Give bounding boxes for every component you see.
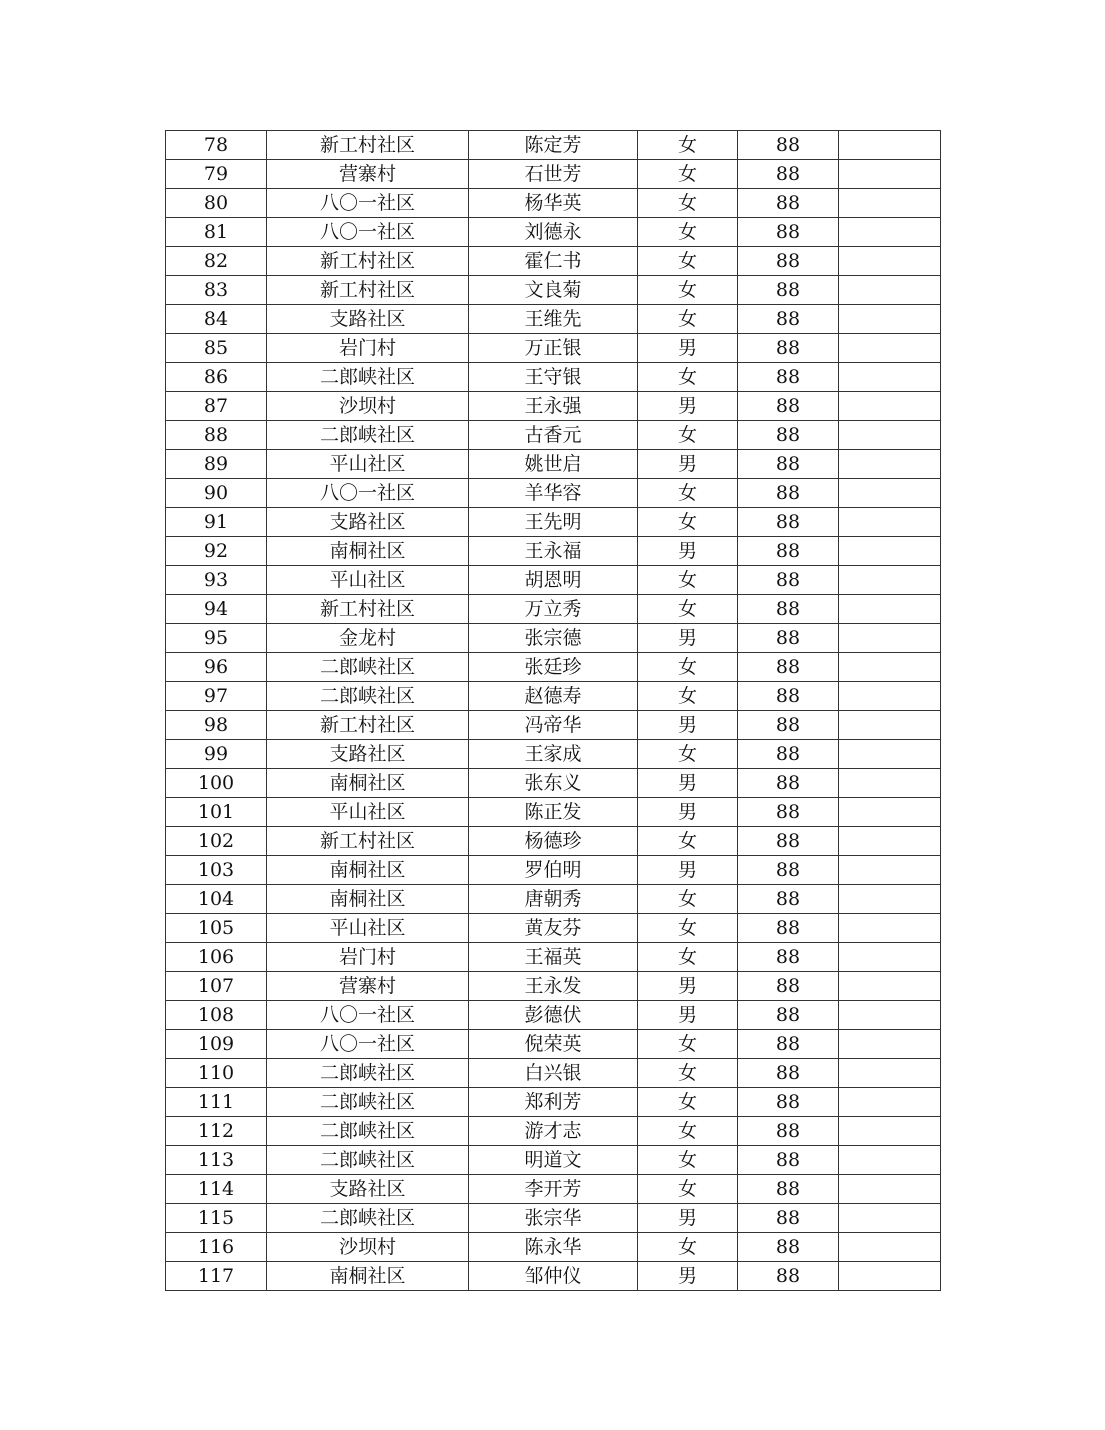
person-name-cell: 王永强 xyxy=(469,392,638,421)
gender-cell: 女 xyxy=(638,1117,738,1146)
age-cell: 88 xyxy=(738,972,839,1001)
age-cell: 88 xyxy=(738,479,839,508)
person-name-cell: 赵德寿 xyxy=(469,682,638,711)
gender-cell: 女 xyxy=(638,1088,738,1117)
age-cell: 88 xyxy=(738,885,839,914)
person-name-cell: 罗伯明 xyxy=(469,856,638,885)
table-row xyxy=(166,247,941,276)
table-row xyxy=(166,943,941,972)
person-name-cell: 王先明 xyxy=(469,508,638,537)
person-name-cell: 石世芳 xyxy=(469,160,638,189)
gender-cell: 女 xyxy=(638,479,738,508)
person-name-cell: 陈定芳 xyxy=(469,131,638,160)
age-cell: 88 xyxy=(738,508,839,537)
community-cell: 支路社区 xyxy=(267,740,469,769)
community-cell: 二郎峡社区 xyxy=(267,653,469,682)
table-row xyxy=(166,1059,941,1088)
age-cell: 88 xyxy=(738,537,839,566)
person-name-cell: 冯帝华 xyxy=(469,711,638,740)
row-number-cell: 82 xyxy=(166,247,267,276)
note-cell xyxy=(839,711,941,740)
row-number-cell: 96 xyxy=(166,653,267,682)
gender-cell: 女 xyxy=(638,885,738,914)
person-name-cell: 黄友芬 xyxy=(469,914,638,943)
community-cell: 八〇一社区 xyxy=(267,218,469,247)
age-cell: 88 xyxy=(738,943,839,972)
age-cell: 88 xyxy=(738,305,839,334)
row-number-cell: 117 xyxy=(166,1262,267,1291)
note-cell xyxy=(839,392,941,421)
community-cell: 南桐社区 xyxy=(267,856,469,885)
gender-cell: 女 xyxy=(638,276,738,305)
community-cell: 平山社区 xyxy=(267,914,469,943)
person-name-cell: 霍仁书 xyxy=(469,247,638,276)
table-row xyxy=(166,1001,941,1030)
gender-cell: 男 xyxy=(638,856,738,885)
community-cell: 南桐社区 xyxy=(267,885,469,914)
age-cell: 88 xyxy=(738,218,839,247)
note-cell xyxy=(839,247,941,276)
row-number-cell: 110 xyxy=(166,1059,267,1088)
gender-cell: 女 xyxy=(638,160,738,189)
age-cell: 88 xyxy=(738,160,839,189)
gender-cell: 女 xyxy=(638,1146,738,1175)
row-number-cell: 88 xyxy=(166,421,267,450)
community-cell: 新工村社区 xyxy=(267,595,469,624)
table-row xyxy=(166,1233,941,1262)
age-cell: 88 xyxy=(738,363,839,392)
table-row xyxy=(166,711,941,740)
table-row xyxy=(166,508,941,537)
community-cell: 二郎峡社区 xyxy=(267,1088,469,1117)
row-number-cell: 94 xyxy=(166,595,267,624)
table-row xyxy=(166,305,941,334)
row-number-cell: 116 xyxy=(166,1233,267,1262)
row-number-cell: 105 xyxy=(166,914,267,943)
gender-cell: 女 xyxy=(638,914,738,943)
note-cell xyxy=(839,624,941,653)
row-number-cell: 103 xyxy=(166,856,267,885)
gender-cell: 男 xyxy=(638,769,738,798)
roster-body xyxy=(166,131,941,1291)
note-cell xyxy=(839,189,941,218)
table-row xyxy=(166,218,941,247)
table-row xyxy=(166,1030,941,1059)
row-number-cell: 81 xyxy=(166,218,267,247)
note-cell xyxy=(839,595,941,624)
community-cell: 岩门村 xyxy=(267,334,469,363)
gender-cell: 女 xyxy=(638,653,738,682)
gender-cell: 女 xyxy=(638,1059,738,1088)
row-number-cell: 80 xyxy=(166,189,267,218)
age-cell: 88 xyxy=(738,827,839,856)
table-row xyxy=(166,566,941,595)
note-cell xyxy=(839,914,941,943)
roster-table xyxy=(165,130,941,1291)
community-cell: 沙坝村 xyxy=(267,1233,469,1262)
community-cell: 新工村社区 xyxy=(267,247,469,276)
row-number-cell: 98 xyxy=(166,711,267,740)
community-cell: 平山社区 xyxy=(267,450,469,479)
age-cell: 88 xyxy=(738,247,839,276)
row-number-cell: 108 xyxy=(166,1001,267,1030)
note-cell xyxy=(839,740,941,769)
note-cell xyxy=(839,653,941,682)
table-row xyxy=(166,827,941,856)
table-row xyxy=(166,450,941,479)
gender-cell: 女 xyxy=(638,595,738,624)
row-number-cell: 99 xyxy=(166,740,267,769)
note-cell xyxy=(839,218,941,247)
row-number-cell: 112 xyxy=(166,1117,267,1146)
row-number-cell: 115 xyxy=(166,1204,267,1233)
note-cell xyxy=(839,943,941,972)
person-name-cell: 彭德伏 xyxy=(469,1001,638,1030)
gender-cell: 女 xyxy=(638,682,738,711)
row-number-cell: 100 xyxy=(166,769,267,798)
row-number-cell: 101 xyxy=(166,798,267,827)
note-cell xyxy=(839,798,941,827)
gender-cell: 男 xyxy=(638,624,738,653)
table-row xyxy=(166,856,941,885)
person-name-cell: 王家成 xyxy=(469,740,638,769)
gender-cell: 女 xyxy=(638,566,738,595)
community-cell: 二郎峡社区 xyxy=(267,682,469,711)
note-cell xyxy=(839,1059,941,1088)
age-cell: 88 xyxy=(738,392,839,421)
table-row xyxy=(166,392,941,421)
row-number-cell: 102 xyxy=(166,827,267,856)
community-cell: 八〇一社区 xyxy=(267,1001,469,1030)
note-cell xyxy=(839,450,941,479)
note-cell xyxy=(839,769,941,798)
table-row xyxy=(166,885,941,914)
person-name-cell: 杨德珍 xyxy=(469,827,638,856)
table-row xyxy=(166,624,941,653)
community-cell: 二郎峡社区 xyxy=(267,1146,469,1175)
gender-cell: 男 xyxy=(638,1204,738,1233)
gender-cell: 男 xyxy=(638,972,738,1001)
person-name-cell: 王永福 xyxy=(469,537,638,566)
row-number-cell: 78 xyxy=(166,131,267,160)
person-name-cell: 王维先 xyxy=(469,305,638,334)
row-number-cell: 107 xyxy=(166,972,267,1001)
community-cell: 营寨村 xyxy=(267,160,469,189)
community-cell: 支路社区 xyxy=(267,1175,469,1204)
row-number-cell: 114 xyxy=(166,1175,267,1204)
age-cell: 88 xyxy=(738,566,839,595)
community-cell: 支路社区 xyxy=(267,305,469,334)
row-number-cell: 85 xyxy=(166,334,267,363)
note-cell xyxy=(839,856,941,885)
note-cell xyxy=(839,682,941,711)
age-cell: 88 xyxy=(738,1262,839,1291)
community-cell: 二郎峡社区 xyxy=(267,1117,469,1146)
person-name-cell: 游才志 xyxy=(469,1117,638,1146)
person-name-cell: 文良菊 xyxy=(469,276,638,305)
person-name-cell: 王守银 xyxy=(469,363,638,392)
age-cell: 88 xyxy=(738,769,839,798)
community-cell: 支路社区 xyxy=(267,508,469,537)
table-row xyxy=(166,334,941,363)
note-cell xyxy=(839,1117,941,1146)
row-number-cell: 87 xyxy=(166,392,267,421)
age-cell: 88 xyxy=(738,450,839,479)
note-cell xyxy=(839,1262,941,1291)
community-cell: 八〇一社区 xyxy=(267,1030,469,1059)
age-cell: 88 xyxy=(738,1030,839,1059)
note-cell xyxy=(839,305,941,334)
community-cell: 新工村社区 xyxy=(267,276,469,305)
table-row xyxy=(166,1146,941,1175)
gender-cell: 女 xyxy=(638,305,738,334)
person-name-cell: 唐朝秀 xyxy=(469,885,638,914)
gender-cell: 女 xyxy=(638,247,738,276)
table-row xyxy=(166,914,941,943)
table-row xyxy=(166,537,941,566)
note-cell xyxy=(839,1204,941,1233)
age-cell: 88 xyxy=(738,1001,839,1030)
person-name-cell: 王福英 xyxy=(469,943,638,972)
gender-cell: 男 xyxy=(638,537,738,566)
row-number-cell: 113 xyxy=(166,1146,267,1175)
age-cell: 88 xyxy=(738,1204,839,1233)
person-name-cell: 古香元 xyxy=(469,421,638,450)
gender-cell: 女 xyxy=(638,943,738,972)
gender-cell: 男 xyxy=(638,392,738,421)
table-row xyxy=(166,1117,941,1146)
gender-cell: 女 xyxy=(638,1030,738,1059)
table-row xyxy=(166,1204,941,1233)
age-cell: 88 xyxy=(738,421,839,450)
note-cell xyxy=(839,972,941,1001)
gender-cell: 男 xyxy=(638,711,738,740)
community-cell: 营寨村 xyxy=(267,972,469,1001)
note-cell xyxy=(839,160,941,189)
table-row xyxy=(166,421,941,450)
note-cell xyxy=(839,1233,941,1262)
gender-cell: 女 xyxy=(638,827,738,856)
note-cell xyxy=(839,334,941,363)
note-cell xyxy=(839,479,941,508)
person-name-cell: 陈永华 xyxy=(469,1233,638,1262)
person-name-cell: 邹仲仪 xyxy=(469,1262,638,1291)
person-name-cell: 张宗华 xyxy=(469,1204,638,1233)
gender-cell: 女 xyxy=(638,131,738,160)
table-row xyxy=(166,769,941,798)
table-row xyxy=(166,653,941,682)
community-cell: 南桐社区 xyxy=(267,1262,469,1291)
gender-cell: 女 xyxy=(638,189,738,218)
person-name-cell: 张东义 xyxy=(469,769,638,798)
community-cell: 新工村社区 xyxy=(267,711,469,740)
gender-cell: 男 xyxy=(638,1001,738,1030)
community-cell: 新工村社区 xyxy=(267,131,469,160)
community-cell: 南桐社区 xyxy=(267,769,469,798)
row-number-cell: 97 xyxy=(166,682,267,711)
age-cell: 88 xyxy=(738,624,839,653)
row-number-cell: 95 xyxy=(166,624,267,653)
community-cell: 岩门村 xyxy=(267,943,469,972)
community-cell: 八〇一社区 xyxy=(267,479,469,508)
gender-cell: 男 xyxy=(638,1262,738,1291)
note-cell xyxy=(839,421,941,450)
age-cell: 88 xyxy=(738,1233,839,1262)
row-number-cell: 86 xyxy=(166,363,267,392)
age-cell: 88 xyxy=(738,798,839,827)
person-name-cell: 明道文 xyxy=(469,1146,638,1175)
table-row xyxy=(166,1262,941,1291)
community-cell: 南桐社区 xyxy=(267,537,469,566)
table-row xyxy=(166,1175,941,1204)
row-number-cell: 109 xyxy=(166,1030,267,1059)
community-cell: 八〇一社区 xyxy=(267,189,469,218)
community-cell: 二郎峡社区 xyxy=(267,1204,469,1233)
row-number-cell: 83 xyxy=(166,276,267,305)
person-name-cell: 羊华容 xyxy=(469,479,638,508)
table-row xyxy=(166,740,941,769)
gender-cell: 男 xyxy=(638,798,738,827)
age-cell: 88 xyxy=(738,914,839,943)
table-row xyxy=(166,595,941,624)
age-cell: 88 xyxy=(738,711,839,740)
row-number-cell: 111 xyxy=(166,1088,267,1117)
gender-cell: 男 xyxy=(638,450,738,479)
person-name-cell: 白兴银 xyxy=(469,1059,638,1088)
person-name-cell: 万正银 xyxy=(469,334,638,363)
note-cell xyxy=(839,276,941,305)
person-name-cell: 张廷珍 xyxy=(469,653,638,682)
note-cell xyxy=(839,1146,941,1175)
note-cell xyxy=(839,508,941,537)
age-cell: 88 xyxy=(738,1117,839,1146)
person-name-cell: 刘德永 xyxy=(469,218,638,247)
person-name-cell: 万立秀 xyxy=(469,595,638,624)
note-cell xyxy=(839,885,941,914)
community-cell: 平山社区 xyxy=(267,798,469,827)
table-row xyxy=(166,1088,941,1117)
gender-cell: 女 xyxy=(638,363,738,392)
person-name-cell: 张宗德 xyxy=(469,624,638,653)
age-cell: 88 xyxy=(738,653,839,682)
person-name-cell: 陈正发 xyxy=(469,798,638,827)
table-row xyxy=(166,479,941,508)
row-number-cell: 89 xyxy=(166,450,267,479)
table-row xyxy=(166,798,941,827)
table-row xyxy=(166,276,941,305)
community-cell: 沙坝村 xyxy=(267,392,469,421)
gender-cell: 女 xyxy=(638,508,738,537)
row-number-cell: 79 xyxy=(166,160,267,189)
age-cell: 88 xyxy=(738,1175,839,1204)
gender-cell: 女 xyxy=(638,1175,738,1204)
gender-cell: 女 xyxy=(638,740,738,769)
person-name-cell: 郑利芳 xyxy=(469,1088,638,1117)
row-number-cell: 104 xyxy=(166,885,267,914)
note-cell xyxy=(839,566,941,595)
community-cell: 金龙村 xyxy=(267,624,469,653)
age-cell: 88 xyxy=(738,682,839,711)
row-number-cell: 84 xyxy=(166,305,267,334)
community-cell: 二郎峡社区 xyxy=(267,363,469,392)
age-cell: 88 xyxy=(738,1146,839,1175)
age-cell: 88 xyxy=(738,189,839,218)
row-number-cell: 91 xyxy=(166,508,267,537)
row-number-cell: 93 xyxy=(166,566,267,595)
community-cell: 平山社区 xyxy=(267,566,469,595)
age-cell: 88 xyxy=(738,740,839,769)
person-name-cell: 李开芳 xyxy=(469,1175,638,1204)
gender-cell: 女 xyxy=(638,218,738,247)
note-cell xyxy=(839,131,941,160)
note-cell xyxy=(839,1030,941,1059)
person-name-cell: 倪荣英 xyxy=(469,1030,638,1059)
note-cell xyxy=(839,1001,941,1030)
row-number-cell: 90 xyxy=(166,479,267,508)
gender-cell: 女 xyxy=(638,421,738,450)
age-cell: 88 xyxy=(738,856,839,885)
table-row xyxy=(166,189,941,218)
table-row xyxy=(166,972,941,1001)
community-cell: 二郎峡社区 xyxy=(267,1059,469,1088)
age-cell: 88 xyxy=(738,1059,839,1088)
table-row xyxy=(166,682,941,711)
row-number-cell: 106 xyxy=(166,943,267,972)
age-cell: 88 xyxy=(738,1088,839,1117)
gender-cell: 男 xyxy=(638,334,738,363)
person-name-cell: 胡恩明 xyxy=(469,566,638,595)
gender-cell: 女 xyxy=(638,1233,738,1262)
age-cell: 88 xyxy=(738,595,839,624)
note-cell xyxy=(839,1175,941,1204)
note-cell xyxy=(839,363,941,392)
person-name-cell: 姚世启 xyxy=(469,450,638,479)
table-row xyxy=(166,131,941,160)
age-cell: 88 xyxy=(738,131,839,160)
person-name-cell: 杨华英 xyxy=(469,189,638,218)
note-cell xyxy=(839,827,941,856)
table-row xyxy=(166,160,941,189)
community-cell: 二郎峡社区 xyxy=(267,421,469,450)
person-name-cell: 王永发 xyxy=(469,972,638,1001)
age-cell: 88 xyxy=(738,276,839,305)
note-cell xyxy=(839,537,941,566)
community-cell: 新工村社区 xyxy=(267,827,469,856)
row-number-cell: 92 xyxy=(166,537,267,566)
note-cell xyxy=(839,1088,941,1117)
table-row xyxy=(166,363,941,392)
age-cell: 88 xyxy=(738,334,839,363)
